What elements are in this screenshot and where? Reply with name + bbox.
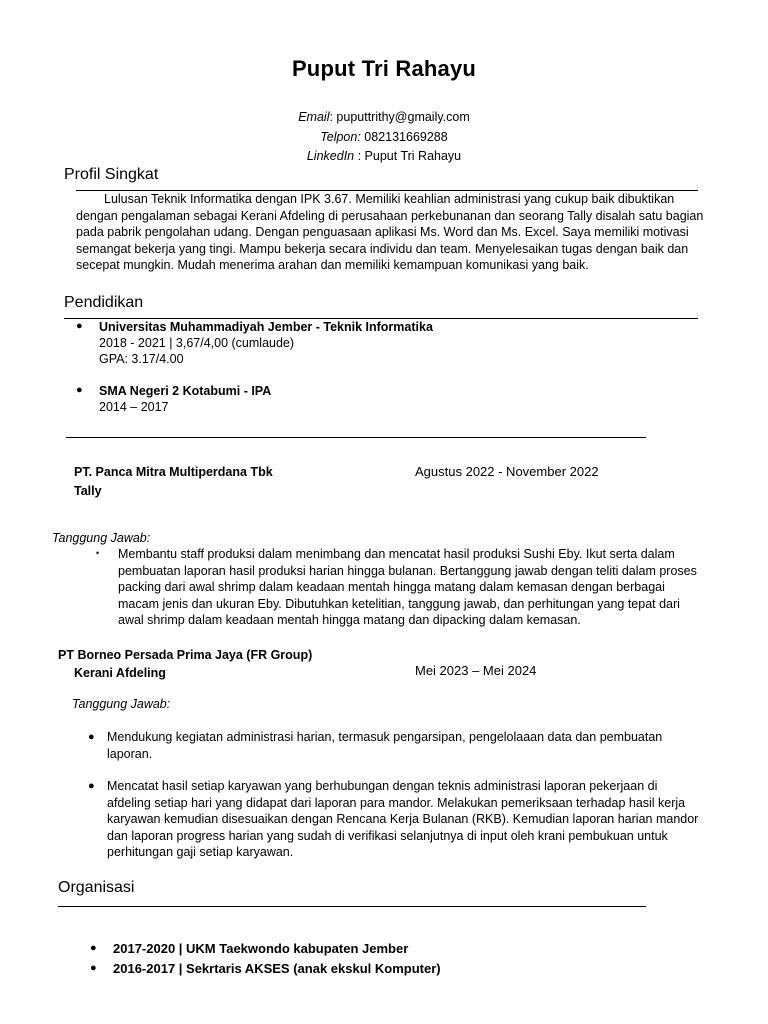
experience-company: PT. Panca Mitra Multiperdana Tbk bbox=[74, 465, 273, 479]
experience-period: Mei 2023 – Mei 2024 bbox=[415, 663, 537, 678]
duty-line: macam jenis dan ukuran Eby. Dibutuhkan ketelitian, tanggung jawab, dan perhitungan yang tepat dari bbox=[118, 596, 680, 611]
experience-period: Agustus 2022 - November 2022 bbox=[415, 464, 599, 479]
education-bullet: ● bbox=[76, 384, 83, 396]
duty-line: awal shrimp dalam keadaan mentah hingga matang dan dipacking dalam kemasan. bbox=[118, 613, 581, 628]
duty-line: laporan. bbox=[107, 746, 153, 761]
profil-section-title: Profil Singkat bbox=[64, 166, 159, 183]
duty-item bbox=[107, 729, 727, 762]
duty-line: afdeling setiap hari yang didapat dari laporan para mandor. Melakukan pemeriksaan terhadap hasil kerja bbox=[107, 795, 686, 810]
education-detail: 2014 – 2017 bbox=[99, 400, 169, 414]
duty-bullet: • bbox=[96, 548, 100, 558]
education-item bbox=[99, 383, 271, 415]
email-label: Email bbox=[298, 110, 330, 124]
education-detail: 2018 - 2021 | 3,67/4,00 (cumlaude) bbox=[99, 336, 295, 350]
pendidikan-section-title: Pendidikan bbox=[64, 294, 144, 311]
duty-line: dan laporan progress harian yang sudah di verifikasi selanjutnya di input oleh krani pembukuan untuk bbox=[107, 828, 668, 843]
education-school: Universitas Muhammadiyah Jember - Teknik Informatika bbox=[99, 320, 433, 334]
duty-line: packing dari awal shrimp dalam keadaan mentah hingga matang dalam kemasan dengan berbagai bbox=[118, 580, 665, 595]
organisasi-item: 2016-2017 | Sekrtaris AKSES (anak ekskul Komputer) bbox=[113, 961, 441, 976]
profil-line: secepat mungkin. Mudah menerima arahan dan memiliki kemampuan komunikasi yang baik. bbox=[76, 258, 589, 273]
organisasi-bullet: ● bbox=[90, 942, 97, 954]
experience-company: PT Borneo Persada Prima Jaya (FR Group) bbox=[58, 648, 313, 662]
experience-rule bbox=[66, 437, 646, 438]
duty-line: Mendukung kegiatan administrasi harian, termasuk pengarsipan, pengelolaaan data dan pembuatan bbox=[107, 730, 663, 744]
experience-role: Kerani Afdeling bbox=[74, 666, 166, 680]
profil-line: pada pabrik pengolahan udang. Dengan penguasaan aplikasi Ms. Word dan Ms. Excel. Saya memiliki motivasi bbox=[76, 225, 689, 240]
duty-label: Tanggung Jawab: bbox=[72, 697, 171, 711]
linkedin-label: LinkedIn bbox=[306, 149, 355, 163]
duty-label: Tanggung Jawab: bbox=[52, 531, 151, 545]
duty-line: karyawan kemudian disesuaikan dengan Rencana Kerja Bulanan (RKB). Kemudian laporan harian mandor bbox=[107, 812, 699, 827]
education-bullet: ● bbox=[76, 320, 83, 332]
education-detail: GPA: 3.17/4.00 bbox=[99, 352, 184, 366]
duty-line: Membantu staff produksi dalam menimbang dan mencatat hasil produksi Sushi Eby. Ikut serta dalam bbox=[118, 547, 675, 561]
candidate-name: Puput Tri Rahayu bbox=[291, 56, 477, 81]
education-item bbox=[99, 319, 433, 367]
duty-bullet: ● bbox=[88, 780, 95, 792]
organisasi-item: 2017-2020 | UKM Taekwondo kabupaten Jember bbox=[113, 941, 409, 956]
organisasi-section-title: Organisasi bbox=[58, 879, 135, 896]
organisasi-bullet: ● bbox=[90, 962, 97, 974]
phone-label: Telpon: bbox=[320, 130, 361, 144]
duty-bullet: ● bbox=[88, 731, 95, 743]
duty-line: perhitungan gaji setiap karyawan. bbox=[107, 845, 294, 860]
duty-line: Mencatat hasil setiap karyawan yang berhubungan dengan teknis administrasi laporan pekerjaan di bbox=[107, 779, 658, 793]
linkedin-value: : Puput Tri Rahayu bbox=[354, 149, 462, 163]
duty-item bbox=[107, 778, 737, 861]
experience-role: Tally bbox=[74, 484, 102, 498]
profil-line: dengan pengalaman sebagai Kerani Afdeling di perusahaan perkebunanan dan seorang Tally disalah satu bagian bbox=[76, 208, 704, 223]
organisasi-rule bbox=[58, 906, 646, 907]
phone-line bbox=[0, 130, 768, 144]
profil-line: semangat bekerja yang tingi. Mampu bekerja secara individu dan team. Menyelesaikan tugas dengan baik dan bbox=[76, 241, 689, 256]
duty-item bbox=[118, 546, 728, 629]
linkedin-line bbox=[0, 149, 768, 163]
email-line bbox=[0, 110, 768, 124]
education-school: SMA Negeri 2 Kotabumi - IPA bbox=[99, 384, 272, 398]
profil-text bbox=[76, 191, 716, 274]
phone-value: 082131669288 bbox=[360, 130, 448, 144]
duty-line: pembuatan laporan hasil produksi harian hingga bulanan. Bertanggung jawab dengan teliti dalam proses bbox=[118, 563, 697, 578]
profil-line: Lulusan Teknik Informatika dengan IPK 3.67. Memiliki keahlian administrasi yang cukup baik dibuktikan bbox=[104, 192, 675, 206]
email-value: : puputtrithy@gmaily.com bbox=[329, 110, 470, 124]
